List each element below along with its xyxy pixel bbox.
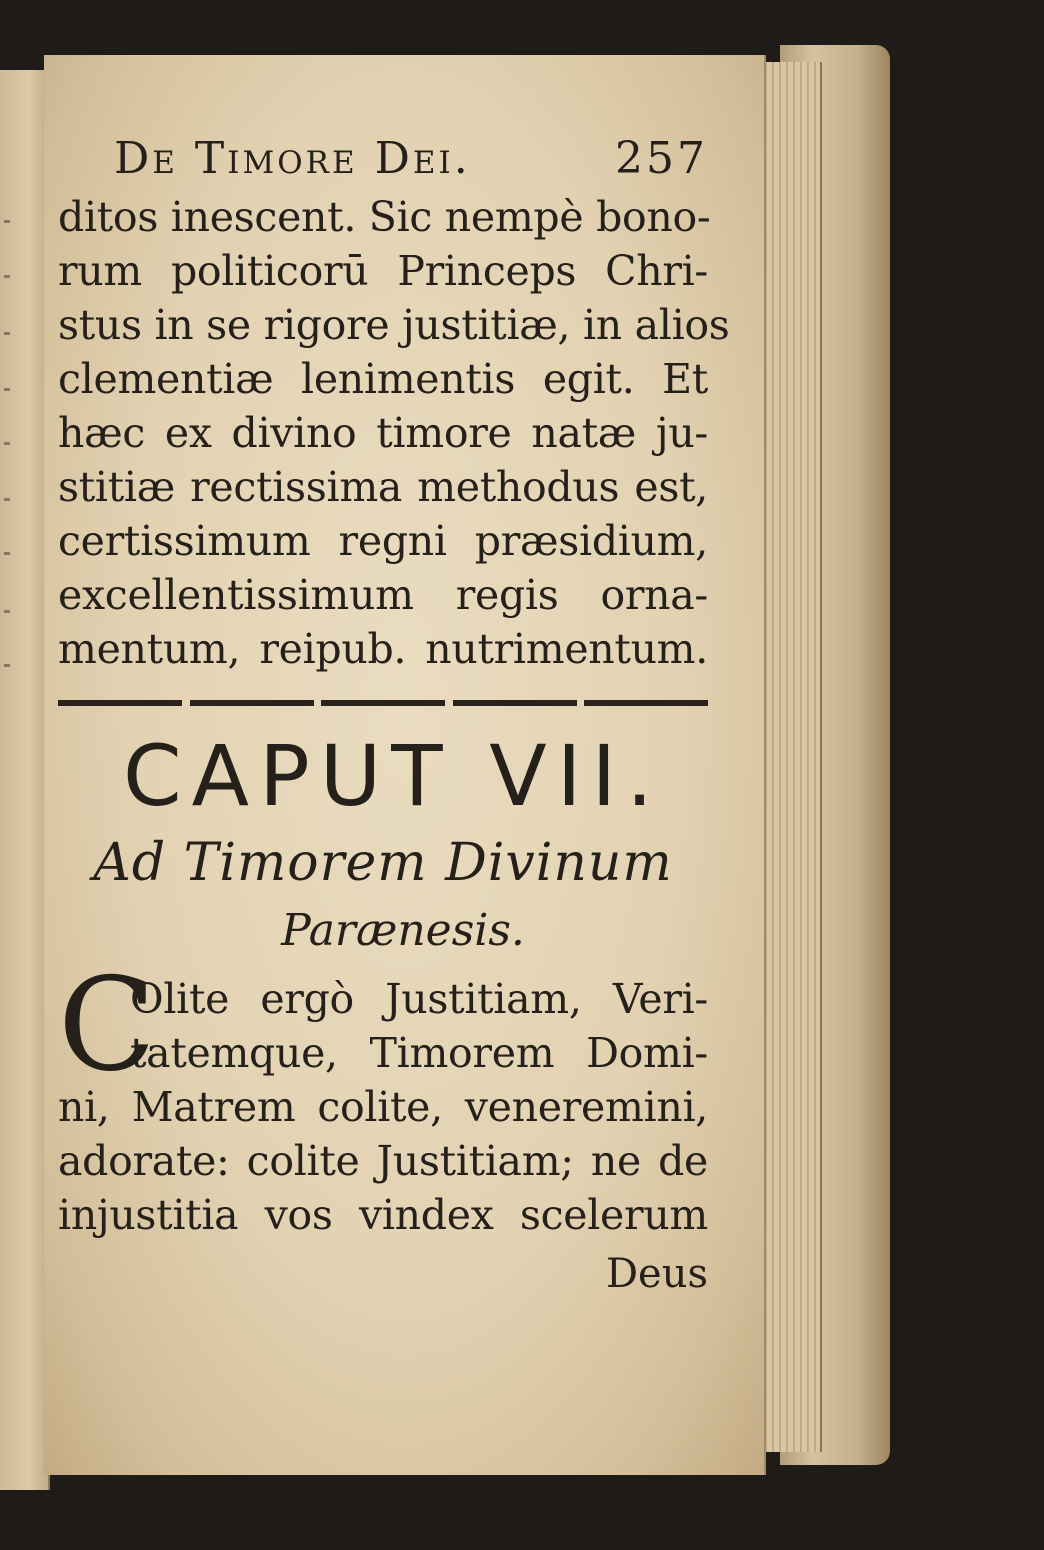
- text-line: injustitia vos vindex scelerum: [58, 1191, 708, 1239]
- page-number: 257: [615, 133, 708, 184]
- page-edges: [760, 62, 822, 1452]
- text-line: stitiæ rectissima methodus est,: [58, 463, 708, 511]
- print-mark: [4, 498, 10, 501]
- running-title: De Timore Dei.: [114, 133, 471, 184]
- print-mark: [4, 664, 10, 667]
- print-mark: [4, 220, 10, 223]
- text-line: certissimum regni præsidium,: [58, 517, 708, 565]
- text-line: adorate: colite Justitiam; ne de: [58, 1137, 708, 1185]
- print-mark: [4, 442, 10, 445]
- print-mark: [4, 275, 10, 278]
- text-line: clementiæ lenimentis egit. Et: [58, 355, 708, 403]
- catchword: Deus: [605, 1251, 708, 1297]
- running-header: [114, 128, 708, 190]
- text-line: Olite ergò Justitiam, Veri-: [130, 975, 708, 1023]
- text-line: rum politicorū Princeps Chri-: [58, 247, 708, 295]
- print-mark: [4, 610, 10, 613]
- text-line: ni, Matrem colite, veneremini,: [58, 1083, 708, 1131]
- text-line: ditos inescent. Sic nempè bono-: [58, 193, 711, 241]
- print-mark: [4, 552, 10, 555]
- text-line: hæc ex divino timore natæ ju-: [58, 409, 708, 457]
- page-text: [58, 128, 730, 1302]
- text-line: tatemque, Timorem Domi-: [130, 1029, 708, 1077]
- text-line: stus in se rigore justitiæ, in alios: [58, 301, 730, 349]
- chapter-subtitle-2: Parænesis.: [281, 905, 525, 956]
- body-text: [58, 190, 730, 676]
- print-mark: [4, 388, 10, 391]
- chapter-heading: CAPUT VII.: [123, 727, 663, 825]
- print-mark: [4, 332, 10, 335]
- facing-page-edge: [0, 70, 50, 1490]
- paragraph: [58, 951, 708, 1242]
- text-line: mentum, reipub. nutrimentum.: [58, 625, 708, 673]
- text-line: excellentissimum regis orna-: [58, 571, 708, 619]
- ornamental-rule: [58, 698, 708, 708]
- drop-cap: C: [58, 951, 156, 1100]
- chapter-subtitle: Ad Timorem Divinum: [93, 833, 673, 893]
